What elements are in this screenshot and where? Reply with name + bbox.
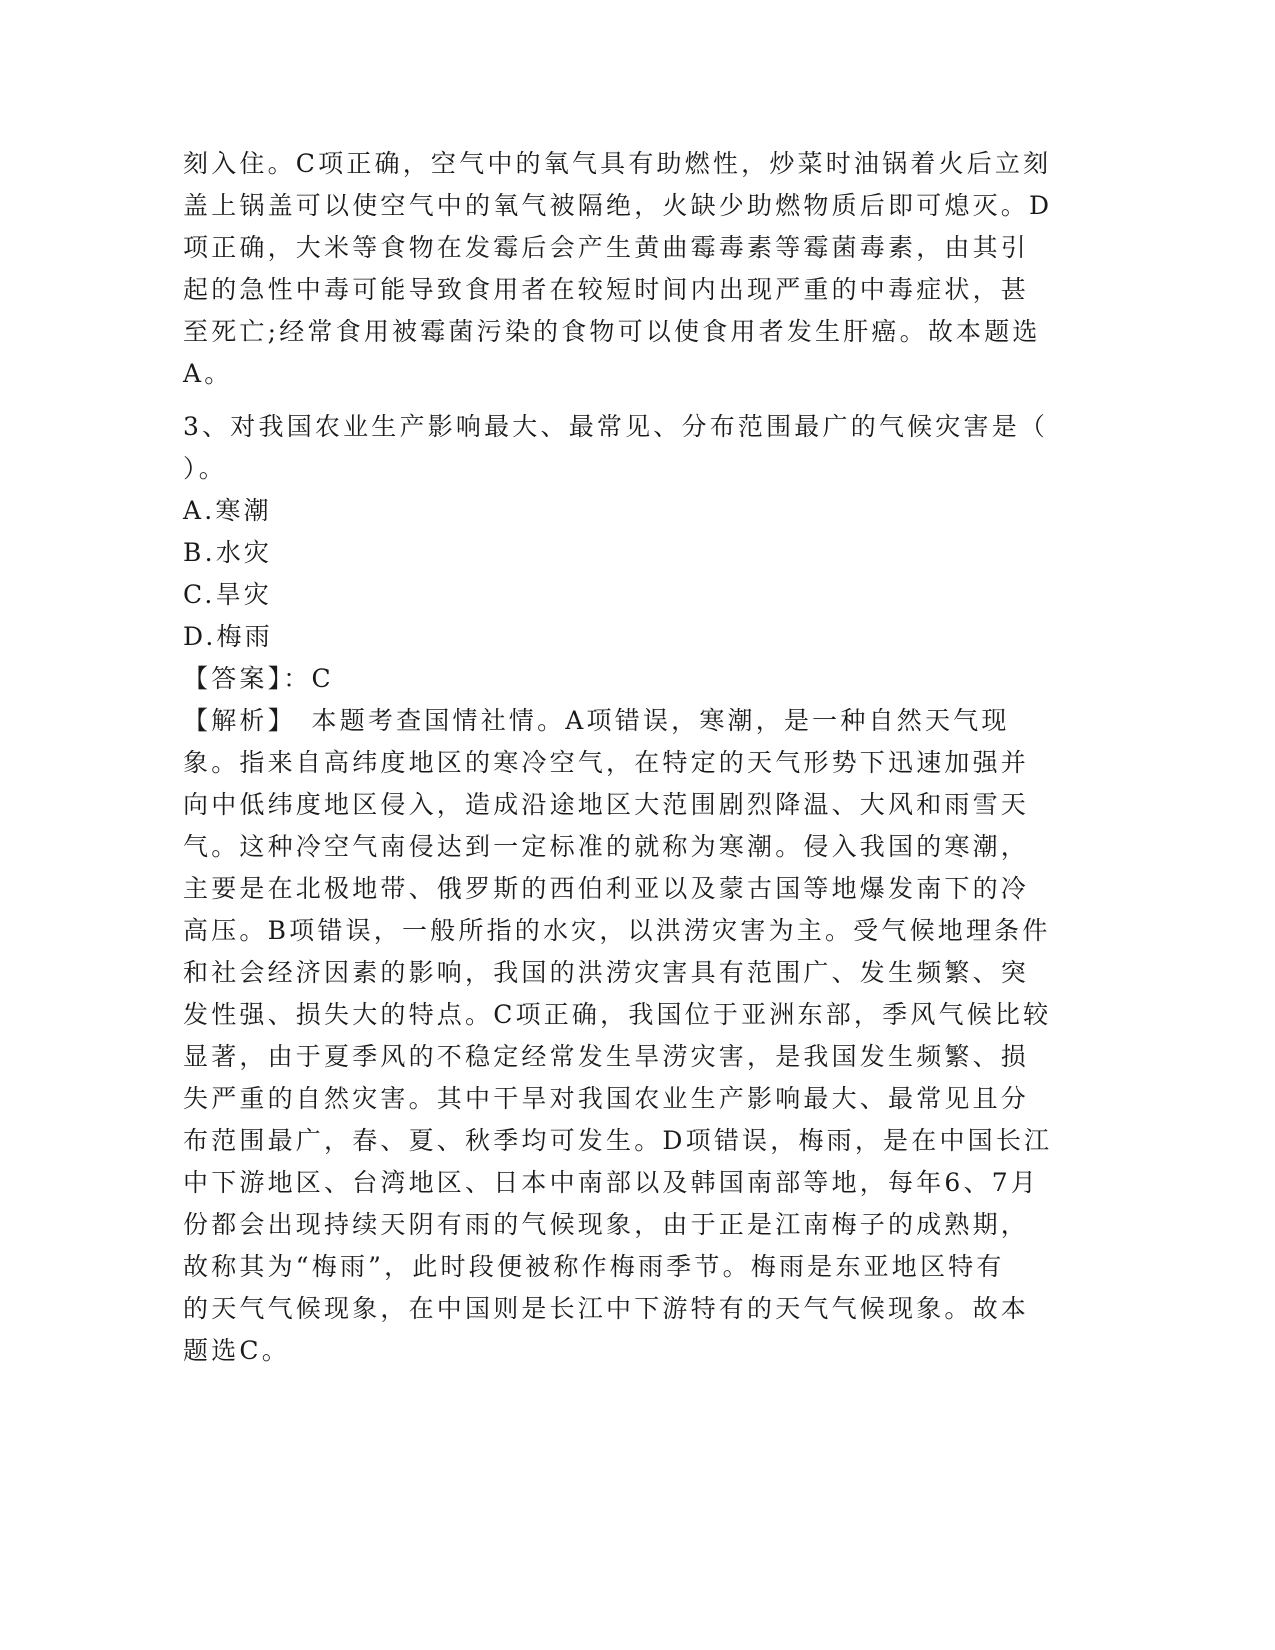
analysis bbox=[183, 700, 1053, 1372]
text-line: 象。指来自高纬度地区的寒冷空气，在特定的天气形势下迅速加强并 bbox=[183, 748, 1030, 777]
text-line: 故称其为“梅雨”，此时段便被称作梅雨季节。梅雨是东亚地区特有 bbox=[183, 1252, 1005, 1281]
text-line: 盖上锅盖可以使空气中的氧气被隔绝，火缺少助燃物质后即可熄灭。D bbox=[183, 191, 1053, 220]
text-line: 布范围最广，春、夏、秋季均可发生。D项错误，梅雨，是在中国长江 bbox=[183, 1126, 1053, 1155]
question-options bbox=[183, 490, 1043, 658]
text-line: 和社会经济因素的影响，我国的洪涝灾害具有范围广、发生频繁、突 bbox=[183, 958, 1030, 987]
text-line: 3、对我国农业生产影响最大、最常见、分布范围最广的气候灾害是（ bbox=[183, 412, 1049, 441]
text-line: 题选C。 bbox=[183, 1336, 290, 1365]
question-3 bbox=[183, 406, 1053, 1372]
option-b: B.水灾 bbox=[183, 538, 273, 567]
text-line: 项正确，大米等食物在发霉后会产生黄曲霉毒素等霉菌毒素，由其引 bbox=[183, 233, 1030, 262]
text-line: 向中低纬度地区侵入，造成沿途地区大范围剧烈降温、大风和雨雪天 bbox=[183, 790, 1030, 819]
text-line: ）。 bbox=[183, 454, 227, 483]
text-line: 主要是在北极地带、俄罗斯的西伯利亚以及蒙古国等地爆发南下的冷 bbox=[183, 874, 1030, 903]
text-line: 高压。B项错误，一般所指的水灾，以洪涝灾害为主。受气候地理条件 bbox=[183, 916, 1051, 945]
previous-question-explanation bbox=[183, 143, 1053, 395]
text-line: 份都会出现持续天阴有雨的气候现象，由于正是江南梅子的成熟期， bbox=[183, 1210, 1030, 1239]
paragraph-gap bbox=[183, 395, 1043, 406]
text-line: 【解析】 本题考查国情社情。A项错误，寒潮，是一种自然天气现 bbox=[183, 706, 1010, 735]
text-line: 失严重的自然灾害。其中干旱对我国农业生产影响最大、最常见且分 bbox=[183, 1084, 1030, 1113]
text-line: 显著，由于夏季风的不稳定经常发生旱涝灾害，是我国发生频繁、损 bbox=[183, 1042, 1030, 1071]
text-line: 发性强、损失大的特点。C项正确，我国位于亚洲东部，季风气候比较 bbox=[183, 1000, 1052, 1029]
question-stem bbox=[183, 406, 1049, 490]
text-line: 至死亡;经常食用被霉菌污染的食物可以使食用者发生肝癌。故本题选 bbox=[183, 317, 1041, 346]
option-d: D.梅雨 bbox=[183, 622, 273, 651]
text-line: A。 bbox=[183, 359, 233, 388]
option-c: C.旱灾 bbox=[183, 580, 272, 609]
text-line: 起的急性中毒可能导致食用者在较短时间内出现严重的中毒症状，甚 bbox=[183, 275, 1030, 304]
answer-line: 【答案】：C bbox=[183, 664, 334, 693]
text-line: 的天气气候现象，在中国则是长江中下游特有的天气气候现象。故本 bbox=[183, 1294, 1030, 1323]
text-line: 中下游地区、台湾地区、日本中南部以及韩国南部等地，每年6、7月 bbox=[183, 1168, 1040, 1197]
text-line: 气。这种冷空气南侵达到一定标准的就称为寒潮。侵入我国的寒潮， bbox=[183, 832, 1030, 861]
option-a: A.寒潮 bbox=[183, 496, 272, 525]
document-page bbox=[183, 143, 1053, 1372]
text-line: 刻入住。C项正确，空气中的氧气具有助燃性，炒菜时油锅着火后立刻 bbox=[183, 149, 1052, 178]
